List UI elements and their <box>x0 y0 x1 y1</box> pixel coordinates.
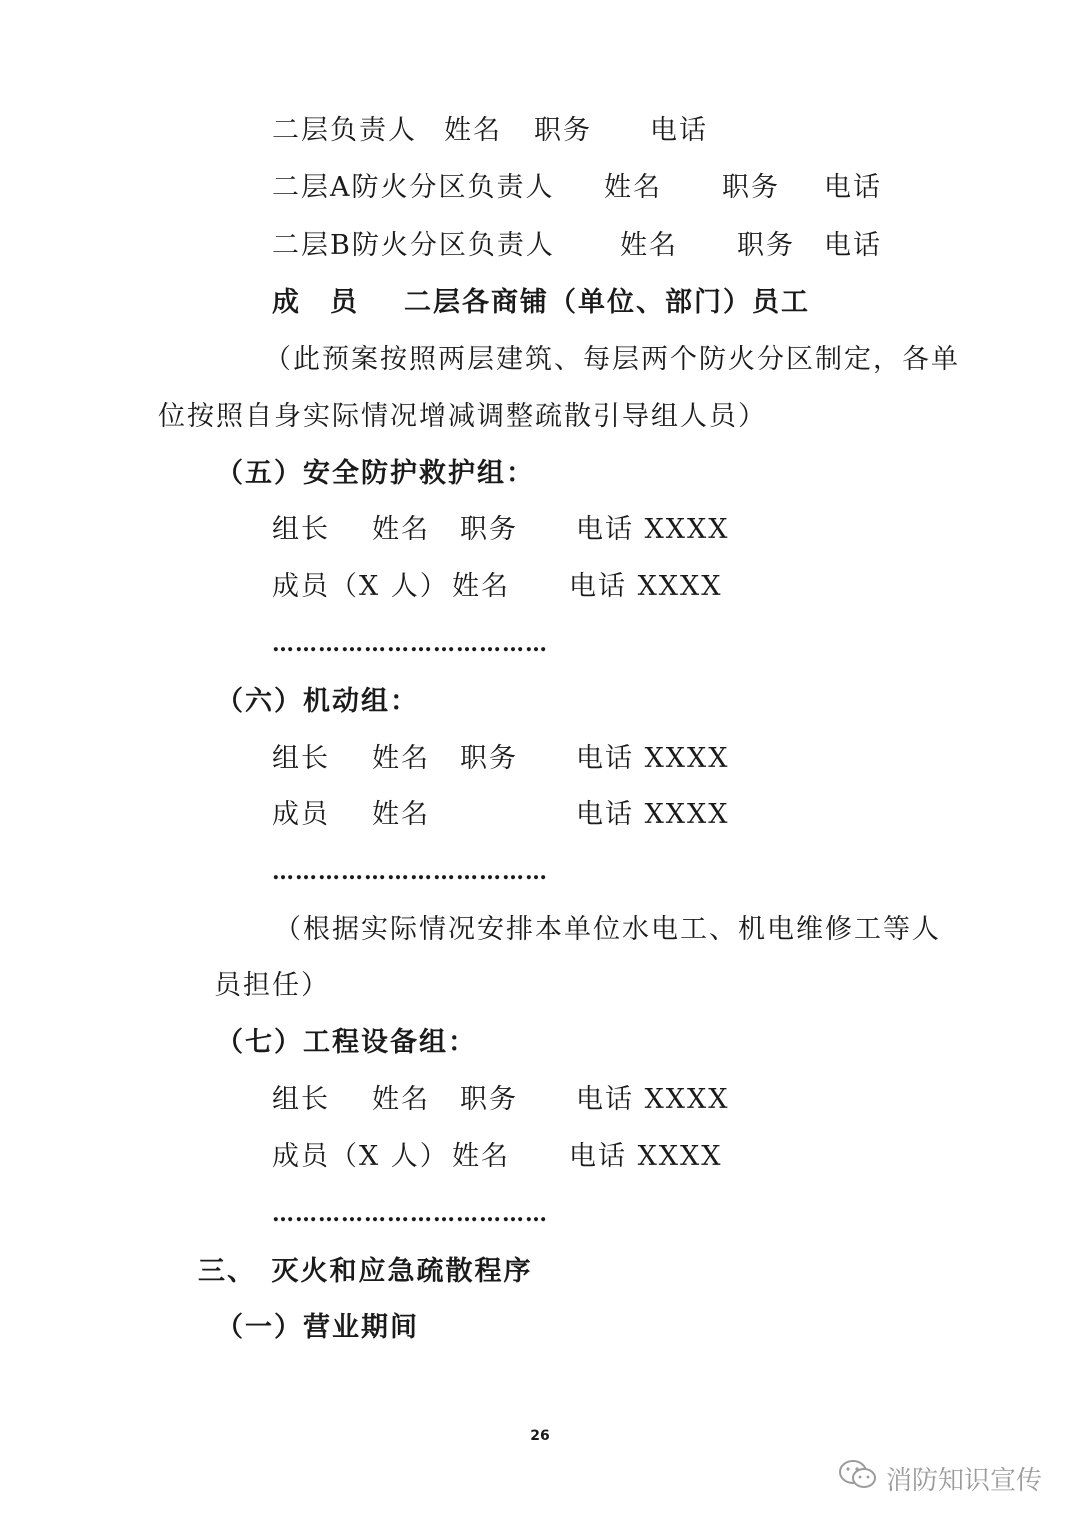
phone-field: 电话 XXXX <box>569 1141 723 1172</box>
phone-field: 电话 XXXX <box>576 514 730 545</box>
section-6-note-line-1: （根据实际情况安排本单位水电工、机电维修工等人 <box>274 914 941 945</box>
section-6-ellipsis: ……………………………… <box>272 859 548 885</box>
role-label: 二层A防火分区负责人 <box>272 172 555 203</box>
position-field: 职务 <box>460 1084 518 1115</box>
name-field: 姓名 <box>620 230 678 261</box>
wechat-icon <box>838 1458 878 1499</box>
second-floor-note-line-2: 位按照自身实际情况增减调整疏散引导组人员） <box>158 401 767 432</box>
section-5-heading: （五）安全防护救护组： <box>216 458 535 489</box>
position-field: 职务 <box>460 743 518 774</box>
name-field: 姓名 <box>452 1141 510 1172</box>
phone-field: 电话 <box>650 115 708 146</box>
phone-field: 电话 XXXX <box>576 743 730 774</box>
second-floor-note-line-1: （此预案按照两层建筑、每层两个防火分区制定，各单 <box>264 344 960 375</box>
name-field: 姓名 <box>604 172 662 203</box>
role-label: 二层B防火分区负责人 <box>272 230 555 261</box>
position-field: 职务 <box>722 172 780 203</box>
name-field: 姓名 <box>372 799 430 830</box>
position-field: 职务 <box>737 230 795 261</box>
name-field: 姓名 <box>444 115 502 146</box>
section-6-note-line-2: 员担任） <box>214 970 330 1001</box>
members-label: 成员 <box>272 799 330 830</box>
section-7-heading: （七）工程设备组： <box>216 1027 477 1058</box>
name-field: 姓名 <box>452 571 510 602</box>
phone-field: 电话 XXXX <box>576 1084 730 1115</box>
watermark-text: 消防知识宣传 <box>886 1465 1043 1496</box>
members-value: 二层各商铺（单位、部门）员工 <box>404 287 810 318</box>
members-label: 成员（X 人） <box>272 1141 449 1172</box>
watermark <box>838 1458 1042 1498</box>
name-field: 姓名 <box>372 1084 430 1115</box>
members-label: 成员（X 人） <box>272 571 449 602</box>
name-field: 姓名 <box>372 743 430 774</box>
members-label: 成 员 <box>272 287 359 318</box>
position-field: 职务 <box>460 514 518 545</box>
role-label: 二层负责人 <box>272 115 417 146</box>
section-5-ellipsis: ……………………………… <box>272 631 548 657</box>
leader-label: 组长 <box>272 743 330 774</box>
phone-field: 电话 XXXX <box>569 571 723 602</box>
leader-label: 组长 <box>272 514 330 545</box>
phone-field: 电话 <box>824 172 882 203</box>
page-number: 26 <box>530 1428 550 1444</box>
section-6-heading: （六）机动组： <box>216 686 419 717</box>
phone-field: 电话 <box>824 230 882 261</box>
leader-label: 组长 <box>272 1084 330 1115</box>
name-field: 姓名 <box>372 514 430 545</box>
phone-field: 电话 XXXX <box>576 799 730 830</box>
position-field: 职务 <box>534 115 592 146</box>
part-3-heading: 三、 灭火和应急疏散程序 <box>198 1256 533 1287</box>
part-3-sub-heading: （一）营业期间 <box>216 1312 419 1343</box>
section-7-ellipsis: ……………………………… <box>272 1201 548 1227</box>
